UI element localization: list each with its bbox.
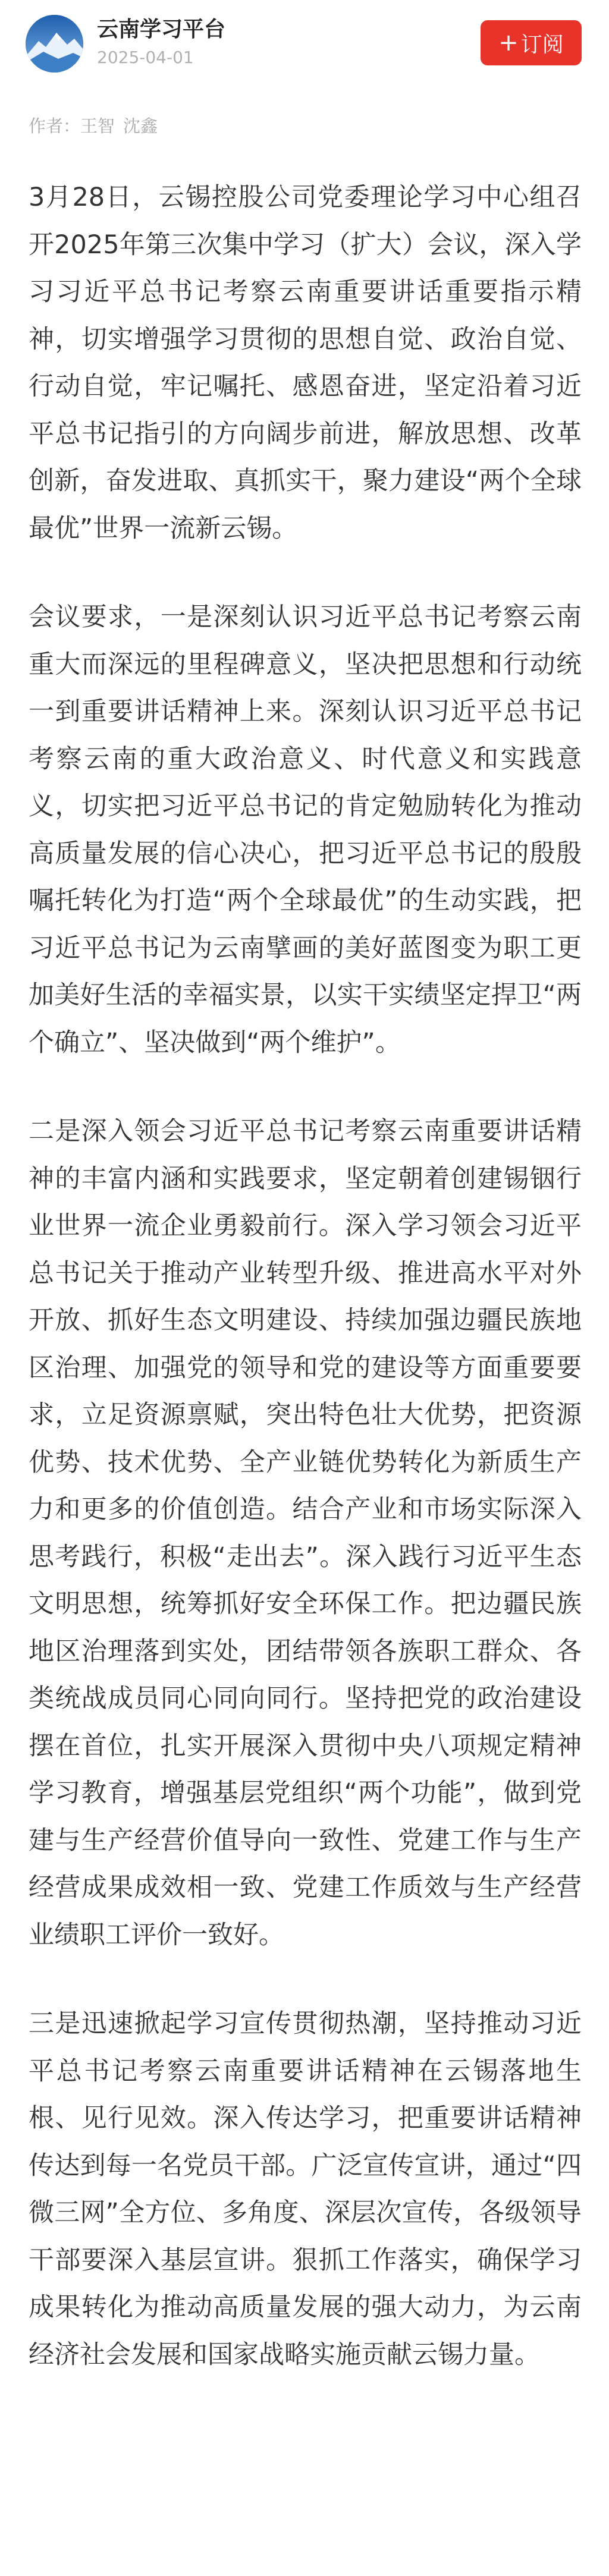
article-paragraph: 二是深入领会习近平总书记考察云南重要讲话精神的丰富内涵和实践要求，坚定朝着创建锡铟行业世界一流企业勇毅前行。深入学习领会习近平总书记关于推动产业转型升级、推进高水平对外开放、抓好生态文明建设、持续加强边疆民族地区治理、加强党的领导和党的建设等方面重要要求，立足资源禀赋，突出特色壮大优势，把资源优势、技术优势、全产业链优势转化为新质生产力和更多的价值创造。结合产业和市场实际深入思考践行，积极“走出去”。深入践行习近平生态文明思想，统筹抓好安全环保工作。把边疆民族地区治理落到实处，团结带领各族职工群众、各类统战成员同心同向同行。坚持把党的政治建设摆在首位，扎实开展深入贯彻中央八项规定精神学习教育，增强基层党组织“两个功能”，做到党建与生产经营价值导向一致性、党建工作与生产经营成果成效相一致、党建工作质效与生产经营业绩职工评价一致好。 (29, 1116, 582, 1950)
article-paragraph: 3月28日，云锡控股公司党委理论学习中心组召开2025年第三次集中学习（扩大）会议，深入学习习近平总书记考察云南重要讲话重要指示精神，切实增强学习贯彻的思想自觉、政治自觉、行动自觉，牢记嘱托、感恩奋进，坚定沿着习近平总书记指引的方向阔步前进，解放思想、改革创新，奋发进取、真抓实干，聚力建设“两个全球最优”世界一流新云锡。 (29, 183, 582, 543)
account-avatar[interactable] (26, 15, 83, 73)
article-paragraph: 会议要求，一是深刻认识习近平总书记考察云南重大而深远的里程碑意义，坚决把思想和行动统一到重要讲话精神上来。深刻认识习近平总书记考察云南的重大政治意义、时代意义和实践意义，切实把习近平总书记的肯定勉励转化为推动高质量发展的信心决心，把习近平总书记的殷殷嘱托转化为打造“两个全球最优”的生动实践，把习近平总书记为云南擘画的美好蓝图变为职工更加美好生活的幸福实景，以实干实绩坚定捍卫“两个确立”、坚决做到“两个维护”。 (29, 602, 582, 1058)
author-name: 沈鑫 (123, 116, 158, 136)
account-name[interactable]: 云南学习平台 (97, 17, 226, 42)
article-header (0, 0, 609, 77)
author-label: 作者： (29, 116, 81, 136)
author-line (29, 114, 158, 138)
subscribe-button[interactable] (481, 20, 582, 65)
mountain-logo-icon (26, 15, 83, 73)
plus-icon: + (498, 29, 519, 56)
article-paragraph: 三是迅速掀起学习宣传贯彻热潮，坚持推动习近平总书记考察云南重要讲话精神在云锡落地生根、见行见效。深入传达学习，把重要讲话精神传达到每一名党员干部。广泛宣传宣讲，通过“四微三网”全方位、多角度、深层次宣传，各级领导干部要深入基层宣讲。狠抓工作落实，确保学习成果转化为推动高质量发展的强大动力，为云南经济社会发展和国家战略实施贡献云锡力量。 (29, 2009, 582, 2370)
subscribe-label: 订阅 (520, 32, 564, 57)
article-body (29, 174, 582, 2420)
publish-date: 2025-04-01 (97, 48, 194, 67)
author-name: 王智 (80, 116, 115, 136)
